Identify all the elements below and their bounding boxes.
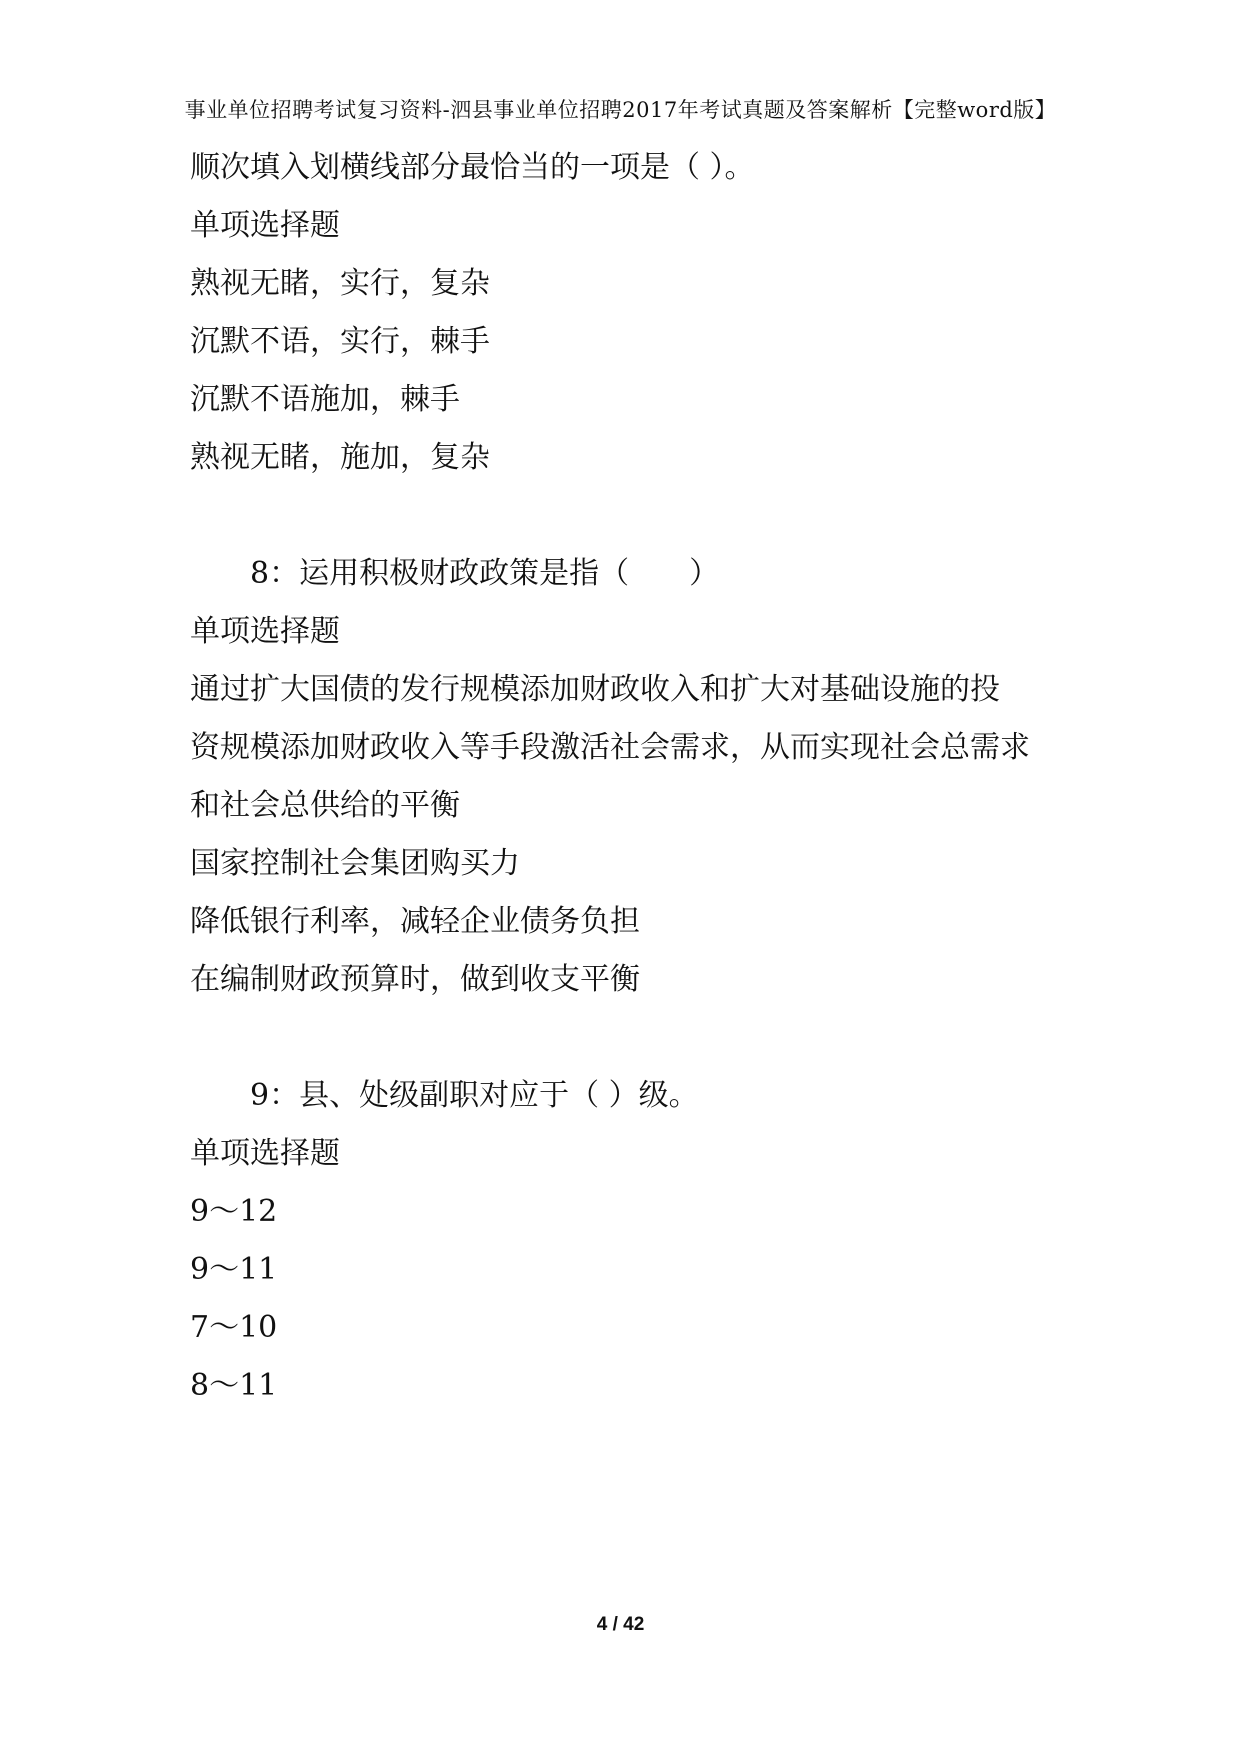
- question-8-option-b: 国家控制社会集团购买力: [190, 846, 520, 881]
- question-9-type: 单项选择题: [190, 1136, 340, 1171]
- question-9-title: 9：县、处级副职对应于（ ）级。: [250, 1078, 699, 1113]
- question-7-stem: 顺次填入划横线部分最恰当的一项是（ ）。: [190, 150, 755, 185]
- document-header: 事业单位招聘考试复习资料-泗县事业单位招聘2017年考试真题及答案解析【完整word版】: [184, 98, 1057, 122]
- question-8-option-a-line-3: 和社会总供给的平衡: [190, 788, 460, 823]
- question-8-title: 8：运用积极财政政策是指（ ）: [250, 556, 720, 591]
- question-8-type: 单项选择题: [190, 614, 340, 649]
- question-9-option-d: 8～11: [190, 1368, 278, 1403]
- question-7-option-a: 熟视无睹，实行，复杂: [190, 266, 490, 301]
- question-8-option-a-line-1: 通过扩大国债的发行规模添加财政收入和扩大对基础设施的投: [190, 672, 1000, 707]
- question-8-option-a-line-2: 资规模添加财政收入等手段激活社会需求，从而实现社会总需求: [190, 730, 1030, 765]
- question-9-option-b: 9～11: [190, 1252, 278, 1287]
- question-9-option-a: 9～12: [190, 1194, 278, 1229]
- question-7-option-d: 熟视无睹，施加，复杂: [190, 440, 490, 475]
- question-8-option-c: 降低银行利率，减轻企业债务负担: [190, 904, 640, 939]
- question-7-type: 单项选择题: [190, 208, 340, 243]
- page-number: 4 / 42: [596, 1614, 645, 1635]
- question-8-option-d: 在编制财政预算时，做到收支平衡: [190, 962, 640, 997]
- question-7-option-c: 沉默不语施加，棘手: [190, 382, 460, 417]
- question-7-option-b: 沉默不语，实行，棘手: [190, 324, 490, 359]
- question-9-option-c: 7～10: [190, 1310, 278, 1345]
